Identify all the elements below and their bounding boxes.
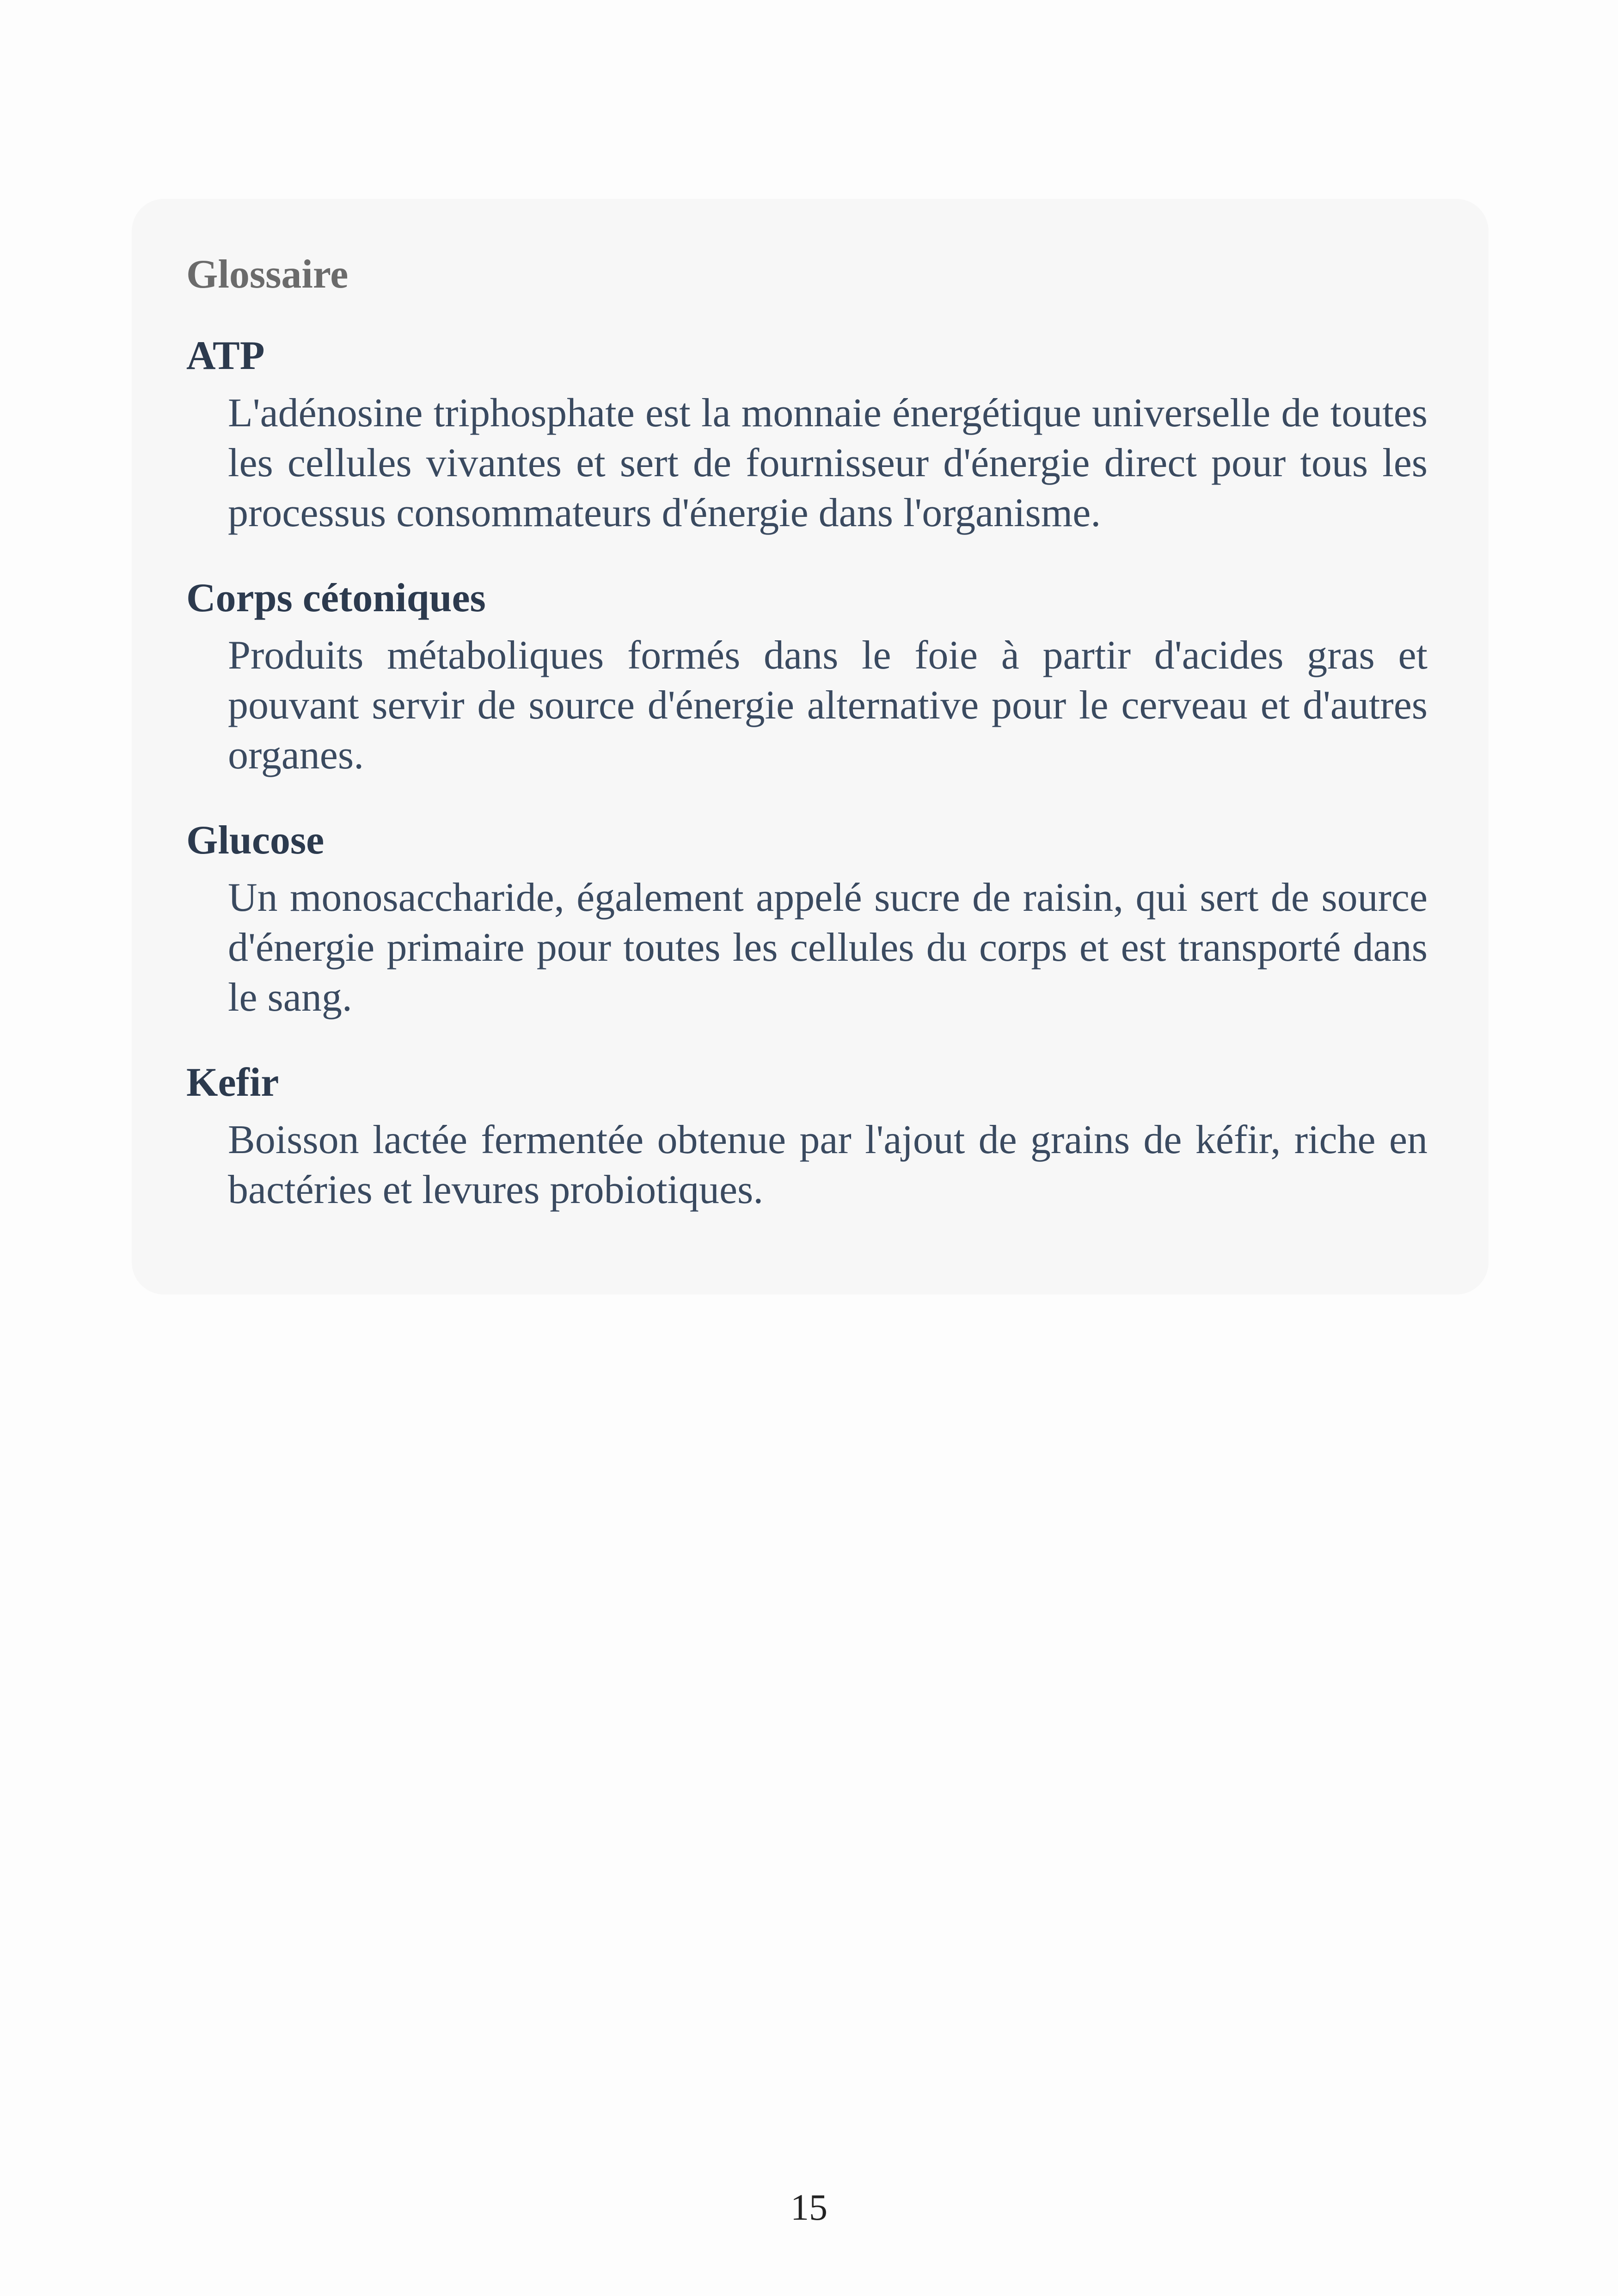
glossary-entry-atp bbox=[186, 333, 1434, 538]
page-number: 15 bbox=[791, 2187, 827, 2228]
glossary-term: ATP bbox=[186, 333, 265, 378]
glossary-title: Glossaire bbox=[186, 252, 349, 297]
glossary-entry-corps-cetoniques bbox=[186, 578, 1434, 780]
glossary-entry-glucose bbox=[186, 820, 1434, 1023]
glossary-definition: L'adénosine triphosphate est la monnaie énergétique universelle de toutes les cellules vivantes et sert de fournisseur d'énergie direct pour tous les processus consommateurs d'énergie dans l'organisme. bbox=[228, 391, 1428, 535]
glossary-entry-kefir bbox=[186, 1062, 1434, 1215]
glossary-term: Glucose bbox=[186, 818, 325, 863]
glossary-term: Kefir bbox=[186, 1060, 279, 1105]
glossary-box bbox=[132, 199, 1489, 1295]
glossary-definition: Produits métaboliques formés dans le foie à partir d'acides gras et pouvant servir de source d'énergie alternative pour le cerveau et d'autres organes. bbox=[228, 633, 1428, 778]
glossary-definition: Boisson lactée fermentée obtenue par l'ajout de grains de kéfir, riche en bactéries et levures probiotiques. bbox=[228, 1117, 1428, 1212]
glossary-term: Corps cétoniques bbox=[186, 576, 486, 620]
glossary-definition: Un monosaccharide, également appelé sucre de raisin, qui sert de source d'énergie primaire pour toutes les cellules du corps et est transporté dans le sang. bbox=[228, 875, 1428, 1020]
